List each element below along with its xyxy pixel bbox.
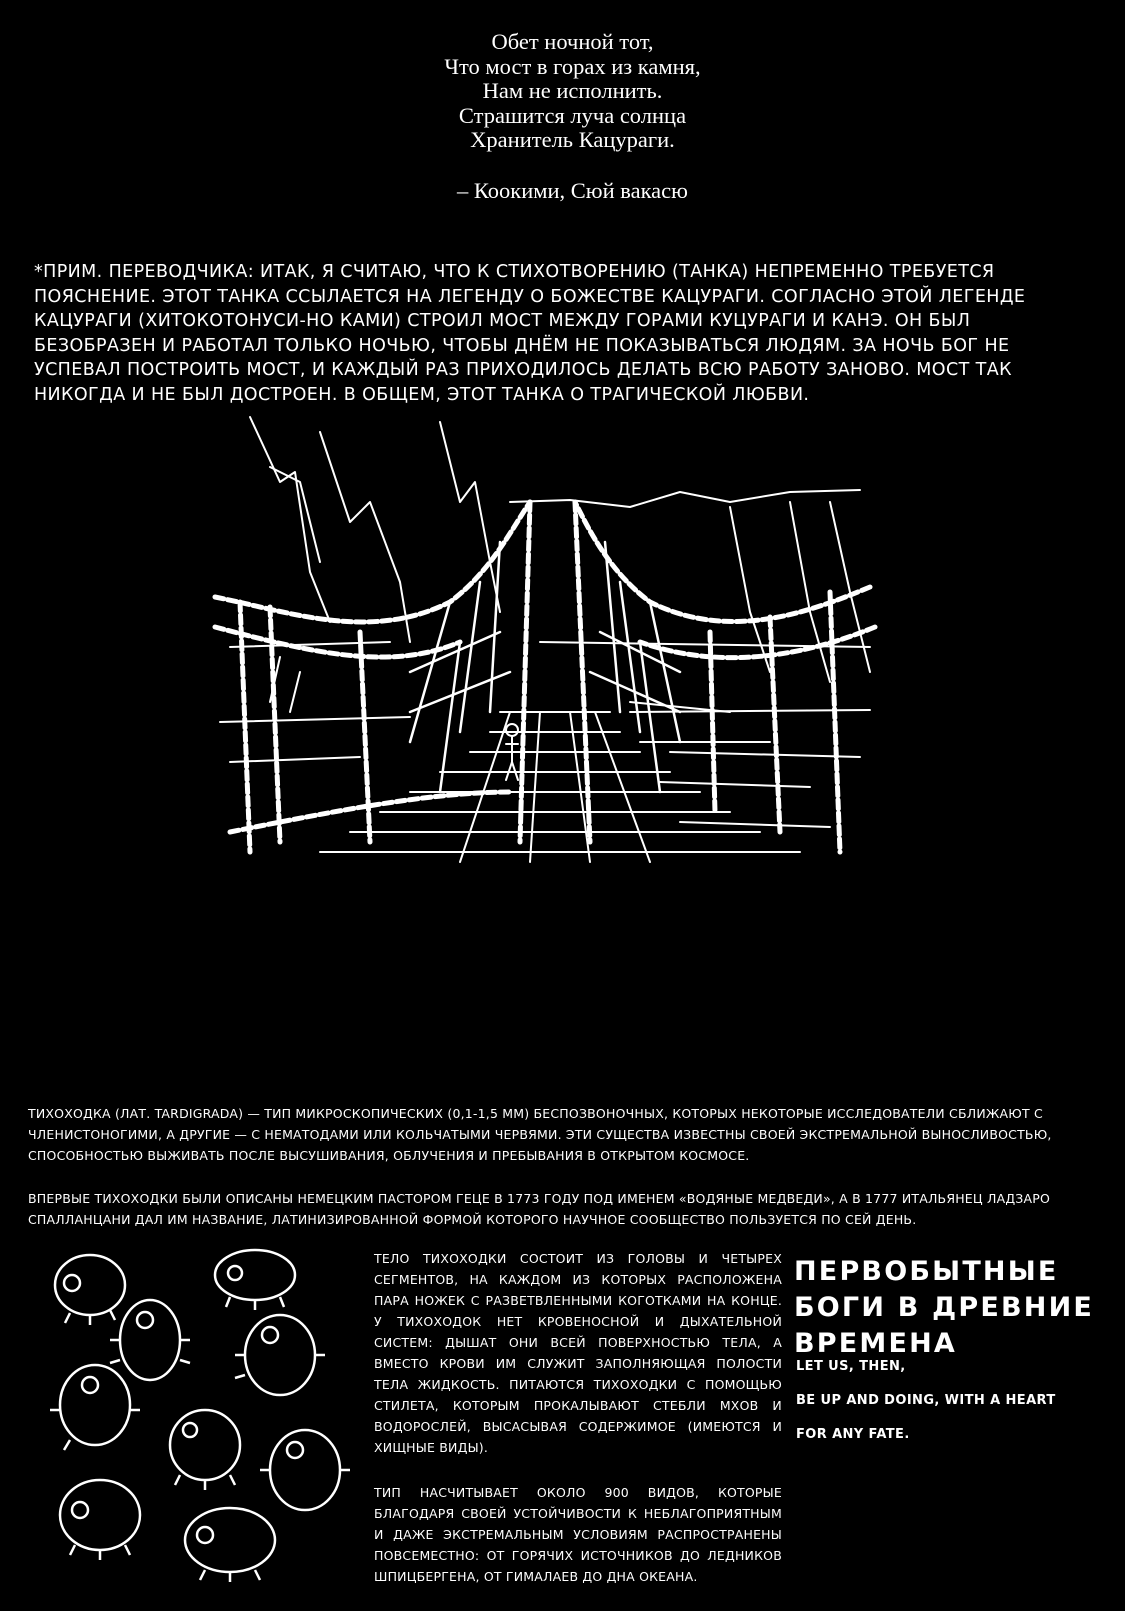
quote [796, 1350, 1116, 1452]
poem-line: Что мост в горах из камня, [444, 53, 701, 79]
tardigrade-species-paragraph: ТИП НАСЧИТЫВАЕТ ОКОЛО 900 ВИДОВ, КОТОРЫЕ БЛАГОДАРЯ СВОЕЙ УСТОЙЧИВОСТИ К НЕБЛАГОПРИЯТНЫМ И ДАЖЕ ЭКСТРЕМАЛЬНЫМ УСЛОВИЯМ РАСПРОСТРАНЕНЫ ПОВСЕМЕСТНО: ОТ ГОРЯЧИХ ИСТОЧНИКОВ ДО ЛЕДНИКОВ ШПИЦБЕРГЕНА, ОТ ГИМАЛАЕВ ДО ДНА ОКЕАНА. [374, 1485, 782, 1584]
tardigrade-history-paragraph: ВПЕРВЫЕ ТИХОХОДКИ БЫЛИ ОПИСАНЫ НЕМЕЦКИМ ПАСТОРОМ ГЕЦЕ В 1773 ГОДУ ПОД ИМЕНЕМ «ВОДЯНЫЕ МЕДВЕДИ», А В 1777 ИТАЛЬЯНЕЦ ЛАДЗАРО СПАЛЛАНЦАНИ ДАЛ ИМ НАЗВАНИЕ, ЛАТИНИЗИРОВАННОЙ ФОРМОЙ КОТОРОГО НАУЧНОЕ СООБЩЕСТВО ПОЛЬЗУЕТСЯ ПО СЕЙ ДЕНЬ. [28, 1191, 1051, 1227]
poem-author: – Коокими, Сюй вакасю [457, 177, 688, 203]
tardigrade-anatomy-paragraph: ТЕЛО ТИХОХОДКИ СОСТОИТ ИЗ ГОЛОВЫ И ЧЕТЫРЕХ СЕГМЕНТОВ, НА КАЖДОМ ИЗ КОТОРЫХ РАСПОЛОЖЕНА ПАРА НОЖЕК С РАЗВЕТВЛЕННЫМИ КОГОТКАМИ НА КОНЦЕ. У ТИХОХОДОК НЕТ КРОВЕНОСНОЙ И ДЫХАТЕЛЬНОЙ СИСТЕМ: ДЫШАТ ОНИ ВСЕЙ ПОВЕРХНОСТЬЮ ТЕЛА, А ВМЕСТО КРОВИ ИМ СЛУЖИТ ЗАПОЛНЯЮЩАЯ ПОЛОСТИ ТЕЛА ЖИДКОСТЬ. ПИТАЮТСЯ ТИХОХОДКИ С ПОМОЩЬЮ СТИЛЕТА, КОТОРЫМ ПРОКАЛЫВАЮТ СТЕБЛИ МХОВ И ВОДОРОСЛЕЙ, ВЫСАСЫВАЯ СОДЕРЖИМОЕ (ИМЕЮТСЯ И ХИЩНЫЕ ВИДЫ). [374, 1251, 782, 1455]
tardigrade-details-column [374, 1248, 782, 1611]
tardigrade-paragraph: ТИХОХОДКА (ЛАТ. TARDIGRADA) — ТИП МИКРОСКОПИЧЕСКИХ (0,1-1,5 ММ) БЕСПОЗВОНОЧНЫХ, КОТОРЫХ НЕКОТОРЫЕ ИССЛЕДОВАТЕЛИ СБЛИЖАЮТ С ЧЛЕНИСТОНОГИМИ, А ДРУГИЕ — С НЕМАТОДАМИ ИЛИ КОЛЬЧАТЫМИ ЧЕРВЯМИ. ЭТИ СУЩЕСТВА ИЗВЕСТНЫ СВОЕЙ ЭКСТРЕМАЛЬНОЙ ВЫНОСЛИВОСТЬЮ, СПОСОБНОСТЬЮ ВЫЖИВАТЬ ПОСЛЕ ВЫСУШИВАНИЯ, ОБЛУЧЕНИЯ И ПРЕБЫВАНИЯ В ОТКРЫТОМ КОСМОСЕ. [28, 1106, 1052, 1163]
poem-line: Обет ночной тот, [491, 29, 654, 54]
quote-line: FOR ANY FATE. [796, 1427, 910, 1442]
rope-bridge-illustration [210, 412, 890, 867]
poem [0, 30, 1125, 203]
quote-line: LET US, THEN, [796, 1359, 906, 1374]
poem-line: Страшится луча солнца [458, 102, 687, 128]
translator-note: *ПРИМ. ПЕРЕВОДЧИКА: ИТАК, Я СЧИТАЮ, ЧТО К СТИХОТВОРЕНИЮ (ТАНКА) НЕПРЕМЕННО ТРЕБУЕТСЯ ПОЯСНЕНИЕ. ЭТОТ ТАНКА ССЫЛАЕТСЯ НА ЛЕГЕНДУ О БОЖЕСТВЕ КАЦУРАГИ. СОГЛАСНО ЭТОЙ ЛЕГЕНДЕ КАЦУРАГИ (ХИТОКОТОНУСИ-НО КАМИ) СТРОИЛ МОСТ МЕЖДУ ГОРАМИ КУЦУРАГИ И КАНЭ. ОН БЫЛ БЕЗОБРАЗЕН И РАБОТАЛ ТОЛЬКО НОЧЬЮ, ЧТОБЫ ДНЁМ НЕ ПОКАЗЫВАТЬСЯ ЛЮДЯМ. ЗА НОЧЬ БОГ НЕ УСПЕВАЛ ПОСТРОИТЬ МОСТ, И КАЖДЫЙ РАЗ ПРИХОДИЛОСЬ ДЕЛАТЬ ВСЮ РАБОТУ ЗАНОВО. МОСТ ТАК НИКОГДА И НЕ БЫЛ ДОСТРОЕН. В ОБЩЕМ, ЭТОТ ТАНКА О ТРАГИЧЕСКОЙ ЛЮБВИ. [34, 262, 1026, 405]
tardigrades-illustration [40, 1245, 362, 1585]
poem-line: Нам не исполнить. [482, 78, 663, 103]
poem-line: Хранитель Кацураги. [470, 127, 675, 152]
section-heading: ПЕРВОБЫТНЫЕ БОГИ В ДРЕВНИЕ ВРЕМЕНА [794, 1256, 1095, 1359]
quote-line: BE UP AND DOING, WITH A HEART [796, 1393, 1056, 1408]
